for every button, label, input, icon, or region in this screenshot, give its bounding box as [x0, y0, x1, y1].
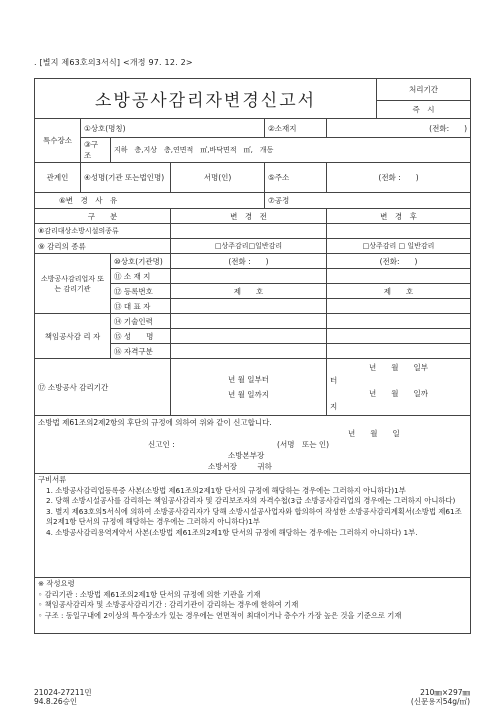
- contractor-group-label: 소방공사감리업자 또는 감리기관: [35, 254, 111, 314]
- form-number-note: . [별지 제63호의3서식] <개정 97. 12. 2>: [34, 58, 193, 67]
- recipient-2: 소방서장: [208, 462, 237, 471]
- report-form: [34, 78, 471, 634]
- required-docs: [35, 474, 471, 578]
- period-after-2: 터: [330, 376, 338, 385]
- org-name-label: ⑩상호(기관명): [111, 254, 171, 269]
- related-person-label: 관계인: [35, 163, 81, 193]
- guide-item: ◦ 책임공사감리자 및 소방공사감리기간 : 감리기관이 감리하는 경우에 한하여 기재: [38, 600, 299, 609]
- address-label: ⑤주소: [265, 163, 327, 193]
- floors-field[interactable]: 지하 층,지상 층,연면적 ㎡,바닥면적 ㎡, 개동: [111, 138, 471, 163]
- ceo-before[interactable]: [171, 299, 327, 314]
- processing-label: 처리기간: [377, 79, 471, 101]
- guide-item: ◦ 구조 : 동일구내에 2이상의 특수장소가 있는 경우에는 연면적이 최대이거나 층수가 가장 높은 것을 기준으로 기재: [38, 610, 402, 620]
- doc-item: 1. 소방공사감리업등록증 사본(소방법 제61조의2제1항 단서의 규정에 해당하는 경우에는 그러하지 아니하다)1부: [46, 485, 406, 495]
- org-name-before[interactable]: (전화 : ): [171, 254, 327, 269]
- doc-item: 2. 당해 소방시설공사를 감리하는 책임공사감리자 및 감리보조자의 자격수첩(3급 소방공사감리업의 경우에는 그러하지 아니하다): [46, 496, 456, 505]
- reg-after[interactable]: 제 호: [327, 284, 471, 299]
- footer-approval: [34, 688, 92, 706]
- declaration-block: [35, 416, 471, 474]
- reason-field[interactable]: ⑥변 경 사 유: [35, 193, 265, 209]
- location-phone[interactable]: (전화: ): [327, 119, 471, 138]
- declaration-text: 소방법 제61조의2제2항의 후단의 규정에 의하여 위와 같이 신고합니다.: [38, 418, 272, 427]
- period-before-from: 년 월 일부터: [228, 375, 269, 384]
- target-after[interactable]: [327, 224, 471, 239]
- responsible-group-label: 책임공사감 리 자: [35, 314, 111, 359]
- col-after: 변 경 후: [327, 209, 471, 224]
- target-items-label: ⑧감리대상소방시설의종류: [35, 224, 171, 239]
- type-before[interactable]: □상주감리□일반감리: [171, 239, 327, 254]
- signature-field[interactable]: 서명(인): [171, 163, 265, 193]
- ceo-label: ⑬ 대 표 자: [111, 299, 171, 314]
- processing-value: 즉 시: [377, 101, 471, 119]
- qual-after[interactable]: [327, 344, 471, 359]
- reg-no-label: ⑫ 등록번호: [111, 284, 171, 299]
- period-after[interactable]: [327, 359, 471, 416]
- footer-approval-date: 94.8.26승인: [34, 697, 78, 706]
- recipient-1: 소방본부장: [228, 451, 265, 460]
- reg-before[interactable]: 제 호: [171, 284, 327, 299]
- doc-item: 4. 소방공사감리용역계약서 사본(소방법 제61조의2제1항 단서의 규정에 해당하는 경우에는 그러하지 아니하다) 1부.: [46, 527, 418, 537]
- col-before: 변 경 전: [171, 209, 327, 224]
- period-label: ⑰ 소방공사 감리기간: [35, 359, 171, 416]
- doc-item: 3. 별지 제63호의5서식에 의하여 소방공사감리자가 당해 소방시설공사업자와 합의하여 작성한 소방공사감리계획서(소방법 제61조의2제1항 단서의 규정에 해당하는 경우에는 그러하지 아니하다)1부: [46, 506, 462, 526]
- structure-label: ③구 조: [81, 138, 111, 163]
- period-before[interactable]: [171, 359, 327, 416]
- location-label: ②소재지: [265, 119, 327, 138]
- qual-before[interactable]: [171, 344, 327, 359]
- person-after[interactable]: [327, 329, 471, 344]
- reporter-sign: (서명 또는 인): [277, 440, 330, 449]
- tech-before[interactable]: [171, 314, 327, 329]
- loc-label: ⑪ 소 재 지: [111, 269, 171, 284]
- period-before-to: 년 월 일까지: [228, 390, 269, 399]
- paper-type: (신문용지54g/㎡): [410, 697, 470, 706]
- target-before[interactable]: [171, 224, 327, 239]
- footer-paper-spec: [390, 688, 470, 706]
- process-field[interactable]: ⑦공정: [265, 193, 471, 209]
- address-phone[interactable]: (전화 : ): [327, 163, 471, 193]
- person-before[interactable]: [171, 329, 327, 344]
- loc-after[interactable]: [327, 269, 471, 284]
- period-after-4: 지: [330, 402, 338, 411]
- supervision-type-label: ⑨ 감리의 종류: [35, 239, 171, 254]
- qual-label: ⑯ 자격구분: [111, 344, 171, 359]
- tech-after[interactable]: [327, 314, 471, 329]
- docs-heading: 구비서류: [38, 475, 67, 484]
- ceo-after[interactable]: [327, 299, 471, 314]
- tech-label: ⑭ 기술인력: [111, 314, 171, 329]
- trade-name-field[interactable]: ①상호(명칭): [81, 119, 265, 138]
- special-place-label: 특수장소: [35, 119, 81, 163]
- name-rep-field[interactable]: ④성명(기관 또는법인명): [81, 163, 171, 193]
- form-title: 소방공사감리자변경신고서: [35, 79, 377, 119]
- person-name-label: ⑮ 성 명: [111, 329, 171, 344]
- loc-before[interactable]: [171, 269, 327, 284]
- guide-item: ◦ 감리기관 : 소방법 제61조의2제1항 단서의 규정에 의한 기관을 기재: [38, 589, 261, 599]
- col-item: 구 분: [35, 209, 171, 224]
- period-after-1: 년 월 일부: [369, 363, 429, 372]
- reporter-label: 신고인 :: [148, 440, 175, 449]
- paper-size: 210㎜×297㎜: [420, 688, 470, 697]
- guide-heading: ※ 작성요령: [38, 579, 75, 588]
- footer-code: 21024-27211민: [34, 688, 92, 697]
- declaration-date: 년 월 일: [348, 429, 400, 438]
- period-after-3: 년 월 일까: [369, 389, 429, 398]
- type-after[interactable]: □상주감리 □ 일반감리: [327, 239, 471, 254]
- recipient-suffix: 귀하: [257, 462, 272, 471]
- writing-guide: [35, 578, 471, 634]
- org-name-after[interactable]: (전화: ): [327, 254, 471, 269]
